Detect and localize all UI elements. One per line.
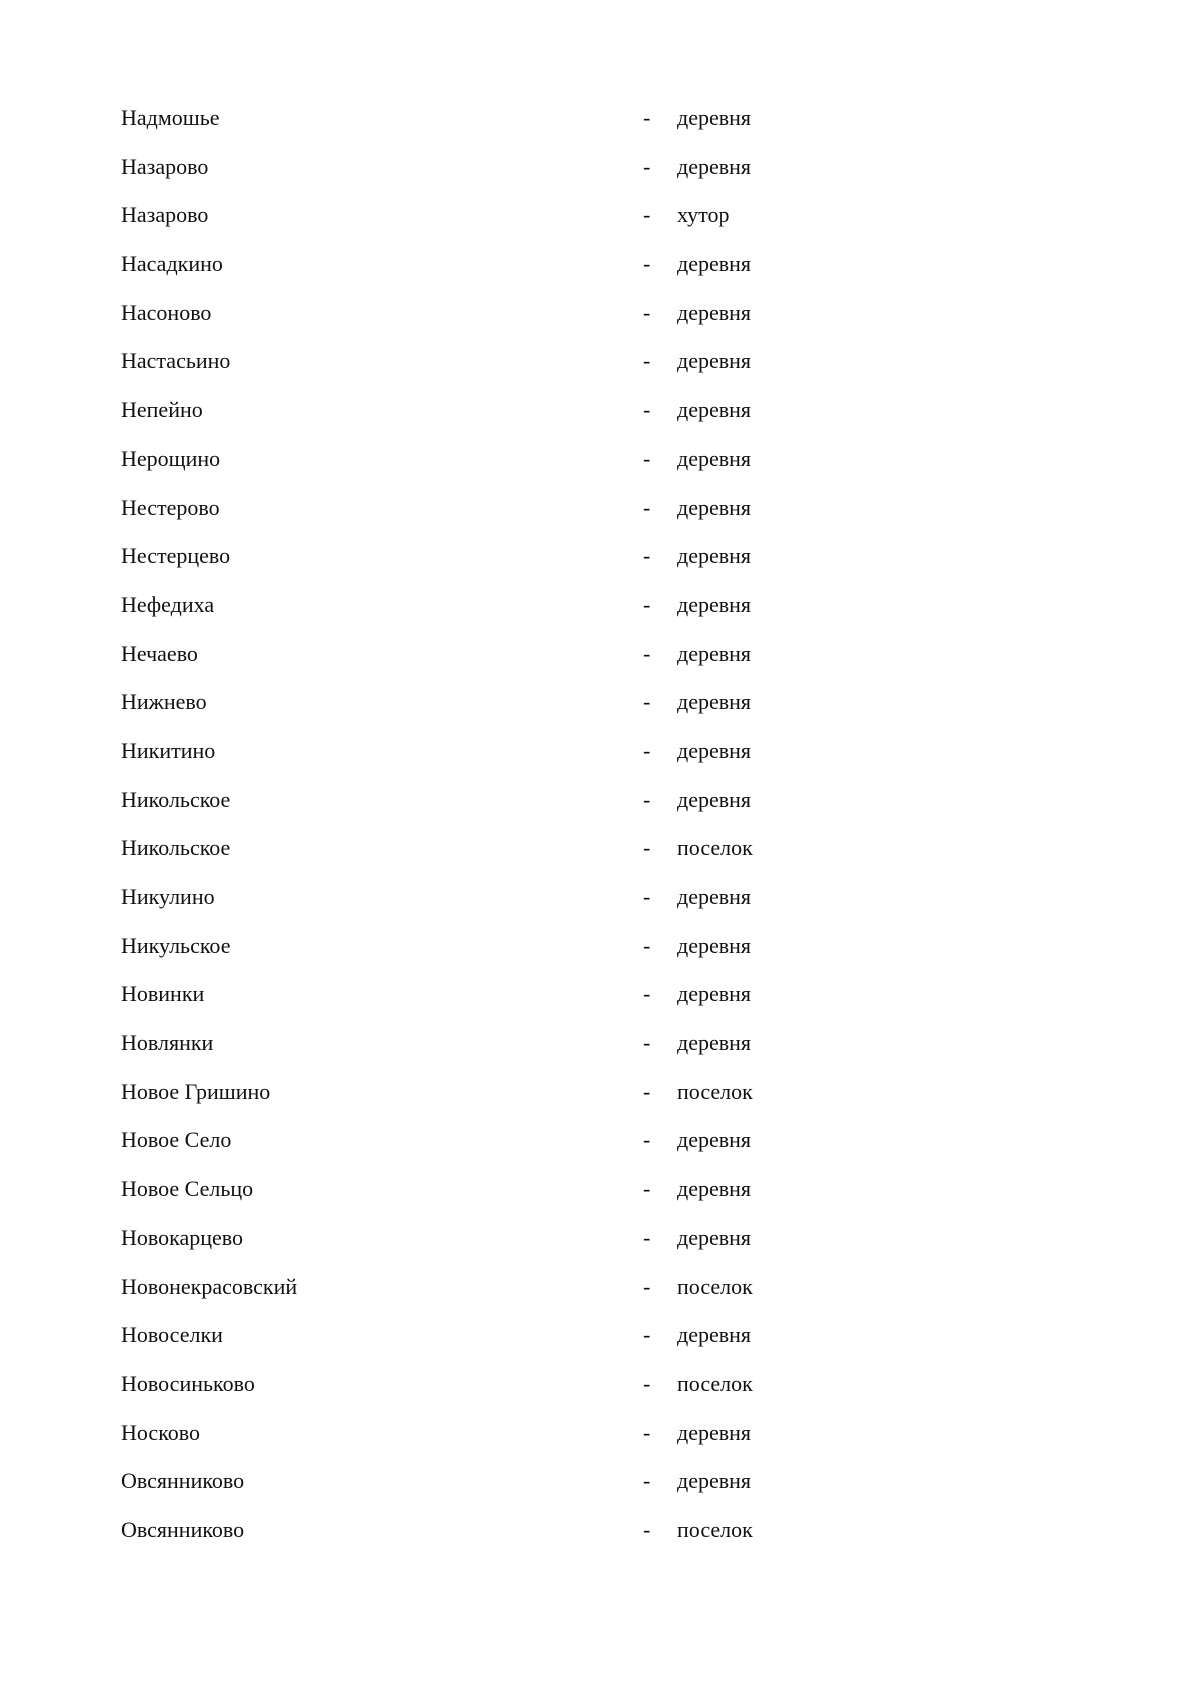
separator-dash: - xyxy=(643,835,651,861)
separator-dash: - xyxy=(643,591,651,617)
list-item xyxy=(0,737,1200,786)
settlement-name: Носково xyxy=(121,1419,201,1445)
settlement-name: Новинки xyxy=(121,981,205,1007)
separator-dash: - xyxy=(643,737,651,763)
list-item xyxy=(0,883,1200,932)
separator-dash: - xyxy=(643,251,651,277)
list-item xyxy=(0,153,1200,202)
settlement-name: Назарово xyxy=(121,202,209,228)
separator-dash: - xyxy=(643,786,651,812)
separator-dash: - xyxy=(643,299,651,325)
settlement-name: Новонекрасовский xyxy=(121,1273,298,1299)
settlement-type: деревня xyxy=(677,299,752,325)
settlement-type: деревня xyxy=(677,689,752,715)
separator-dash: - xyxy=(643,689,651,715)
settlement-type: деревня xyxy=(677,1030,752,1056)
list-item xyxy=(0,201,1200,250)
separator-dash: - xyxy=(643,1127,651,1153)
list-item xyxy=(0,688,1200,737)
separator-dash: - xyxy=(643,1419,651,1445)
settlement-name: Никольское xyxy=(121,786,231,812)
list-item xyxy=(0,786,1200,835)
settlement-type: деревня xyxy=(677,251,752,277)
separator-dash: - xyxy=(643,348,651,374)
settlement-type: деревня xyxy=(677,1127,752,1153)
separator-dash: - xyxy=(643,1078,651,1104)
settlement-type: деревня xyxy=(677,737,752,763)
settlement-name: Никульское xyxy=(121,932,231,958)
list-item xyxy=(0,445,1200,494)
separator-dash: - xyxy=(643,397,651,423)
settlement-type: деревня xyxy=(677,1224,752,1250)
settlement-type: поселок xyxy=(677,835,753,861)
separator-dash: - xyxy=(643,640,651,666)
separator-dash: - xyxy=(643,543,651,569)
settlement-type: деревня xyxy=(677,1322,752,1348)
settlement-type: поселок xyxy=(677,1516,753,1542)
list-item xyxy=(0,396,1200,445)
settlement-name: Насоново xyxy=(121,299,212,325)
separator-dash: - xyxy=(643,1468,651,1494)
list-item xyxy=(0,1126,1200,1175)
list-item xyxy=(0,1224,1200,1273)
settlement-type: деревня xyxy=(677,445,752,471)
settlement-type: деревня xyxy=(677,786,752,812)
list-item xyxy=(0,1419,1200,1468)
list-item xyxy=(0,494,1200,543)
separator-dash: - xyxy=(643,1370,651,1396)
list-item xyxy=(0,1029,1200,1078)
settlement-type: деревня xyxy=(677,153,752,179)
list-item xyxy=(0,299,1200,348)
settlement-name: Нестерцево xyxy=(121,543,231,569)
separator-dash: - xyxy=(643,1030,651,1056)
separator-dash: - xyxy=(643,1273,651,1299)
settlement-name: Новокарцево xyxy=(121,1224,244,1250)
settlement-type: деревня xyxy=(677,932,752,958)
settlement-name: Нефедиха xyxy=(121,591,215,617)
settlement-name: Новое Гришино xyxy=(121,1078,271,1104)
settlement-type: деревня xyxy=(677,105,752,130)
settlement-type: деревня xyxy=(677,640,752,666)
separator-dash: - xyxy=(643,1176,651,1202)
settlement-type: поселок xyxy=(677,1078,753,1104)
list-item xyxy=(0,250,1200,299)
separator-dash: - xyxy=(643,884,651,909)
settlement-name: Новосиньково xyxy=(121,1370,255,1396)
list-item xyxy=(0,1516,1200,1565)
list-item xyxy=(0,1273,1200,1322)
separator-dash: - xyxy=(643,1322,651,1348)
settlement-name: Назарово xyxy=(121,153,209,179)
settlement-type: деревня xyxy=(677,397,752,423)
settlement-type: поселок xyxy=(677,1370,753,1396)
settlement-name: Овсянниково xyxy=(121,1468,245,1494)
settlement-name: Никитино xyxy=(121,737,216,763)
settlement-type: деревня xyxy=(677,981,752,1007)
list-item xyxy=(0,1370,1200,1419)
list-item xyxy=(0,980,1200,1029)
list-item xyxy=(0,104,1200,153)
settlement-list xyxy=(0,104,1200,1565)
settlement-name: Никулино xyxy=(121,884,215,909)
settlement-type: деревня xyxy=(677,1176,752,1202)
separator-dash: - xyxy=(643,981,651,1007)
separator-dash: - xyxy=(643,153,651,179)
settlement-name: Новое Село xyxy=(121,1127,232,1153)
list-item xyxy=(0,1321,1200,1370)
settlement-name: Новое Сельцо xyxy=(121,1176,254,1202)
settlement-name: Новоселки xyxy=(121,1322,223,1348)
separator-dash: - xyxy=(643,1516,651,1542)
settlement-type: деревня xyxy=(677,884,752,909)
settlement-name: Надмошье xyxy=(121,105,220,130)
settlement-type: деревня xyxy=(677,543,752,569)
settlement-type: деревня xyxy=(677,1419,752,1445)
settlement-name: Нечаево xyxy=(121,640,198,666)
separator-dash: - xyxy=(643,1224,651,1250)
list-item xyxy=(0,834,1200,883)
list-item xyxy=(0,347,1200,396)
list-item xyxy=(0,1175,1200,1224)
list-item xyxy=(0,542,1200,591)
settlement-name: Нижнево xyxy=(121,689,207,715)
separator-dash: - xyxy=(643,932,651,958)
separator-dash: - xyxy=(643,494,651,520)
settlement-name: Настасьино xyxy=(121,348,231,374)
settlement-type: деревня xyxy=(677,348,752,374)
list-item xyxy=(0,591,1200,640)
settlement-type: деревня xyxy=(677,591,752,617)
settlement-name: Нестерово xyxy=(121,494,220,520)
settlement-type: деревня xyxy=(677,1468,752,1494)
list-item xyxy=(0,1467,1200,1516)
list-item xyxy=(0,932,1200,981)
settlement-type: хутор xyxy=(677,202,730,228)
separator-dash: - xyxy=(643,445,651,471)
settlement-name: Новлянки xyxy=(121,1030,214,1056)
list-item xyxy=(0,640,1200,689)
settlement-type: поселок xyxy=(677,1273,753,1299)
settlement-name: Непейно xyxy=(121,397,203,423)
settlement-name: Нерощино xyxy=(121,445,221,471)
separator-dash: - xyxy=(643,105,651,130)
settlement-type: деревня xyxy=(677,494,752,520)
settlement-name: Насадкино xyxy=(121,251,223,277)
separator-dash: - xyxy=(643,202,651,228)
settlement-name: Никольское xyxy=(121,835,231,861)
settlement-name: Овсянниково xyxy=(121,1516,245,1542)
list-item xyxy=(0,1078,1200,1127)
